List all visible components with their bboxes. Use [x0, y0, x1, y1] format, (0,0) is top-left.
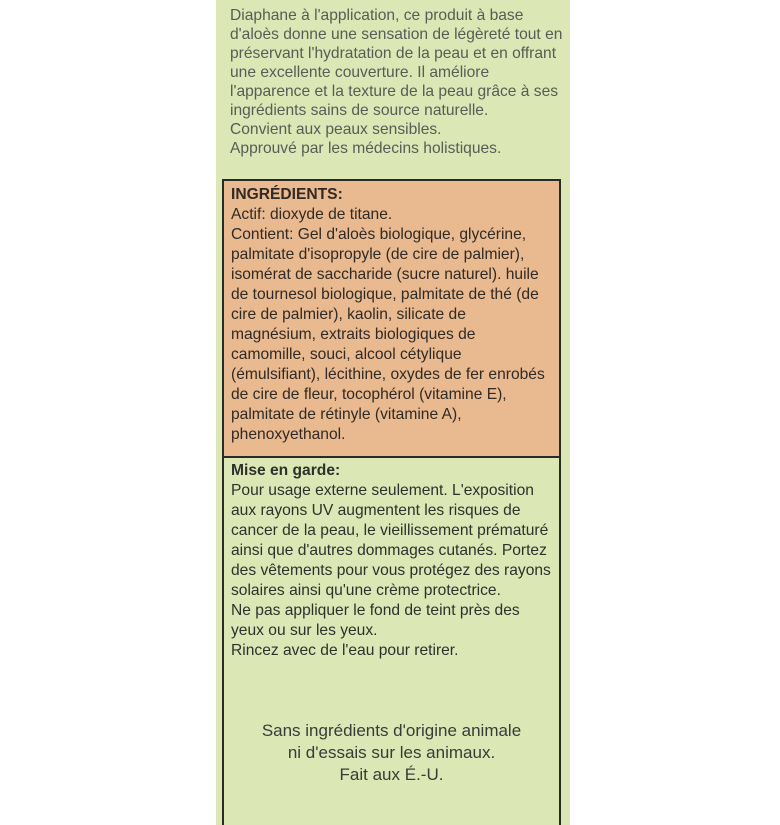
- footer-line-3: Fait aux É.-U.: [339, 765, 444, 784]
- rinse-instruction: Rincez avec de l'eau pour retirer.: [231, 642, 459, 659]
- footer-line-2: ni d'essais sur les animaux.: [287, 743, 496, 762]
- active-ingredient: Actif: dioxyde de titane.: [231, 206, 393, 223]
- eye-warning: Ne pas appliquer le fond de teint près des yeux ou sur les yeux.: [231, 602, 520, 639]
- ingredients-heading: INGRÉDIENTS:: [231, 186, 343, 203]
- warning-heading: Mise en garde:: [231, 462, 341, 479]
- description-text: Diaphane à l'application, ce produit à base d'aloès donne une sensation de légèreté tout en préservant l'hydratation de la peau et en offrant une excellente couverture. Il améliore l'apparence et la texture de la peau grâce à ses ingrédients sains de source naturelle.: [230, 7, 563, 119]
- ingredients-list: Contient: Gel d'aloès biologique, glycérine, palmitate d'isopropyle (de cire de palmier), isomérat de saccharide (sucre naturel). huile de tournesol biologique, palmitate de thé (de cire de palmier), kaolin, silicate de magnésium, extraits biologiques de camomille, souci, alcool cétylique (émulsifiant), lécithine, oxydes de fer enrobés de cire de fleur, tocophérol (vitamine E), palmitate de rétinyle (vitamine A), phenoxyethanol.: [231, 226, 545, 443]
- external-use-warning: Pour usage externe seulement. L'exposition aux rayons UV augmentent les risques de cancer de la peau, le vieillissement prématuré ainsi que d'autres dommages cutanés. Portez des vêtements pour vous protégez des rayons solaires ainsi qu'une crème protectrice.: [231, 482, 551, 599]
- product-description: [230, 6, 565, 158]
- footer-line-1: Sans ingrédients d'origine animale: [261, 721, 522, 740]
- ingredients-box: [222, 179, 561, 457]
- sensitive-skin-text: Convient aux peaux sensibles.: [230, 121, 442, 138]
- cruelty-free-statement: [224, 720, 559, 786]
- warning-box: [222, 456, 561, 825]
- approval-text: Approuvé par les médecins holistiques.: [230, 140, 502, 157]
